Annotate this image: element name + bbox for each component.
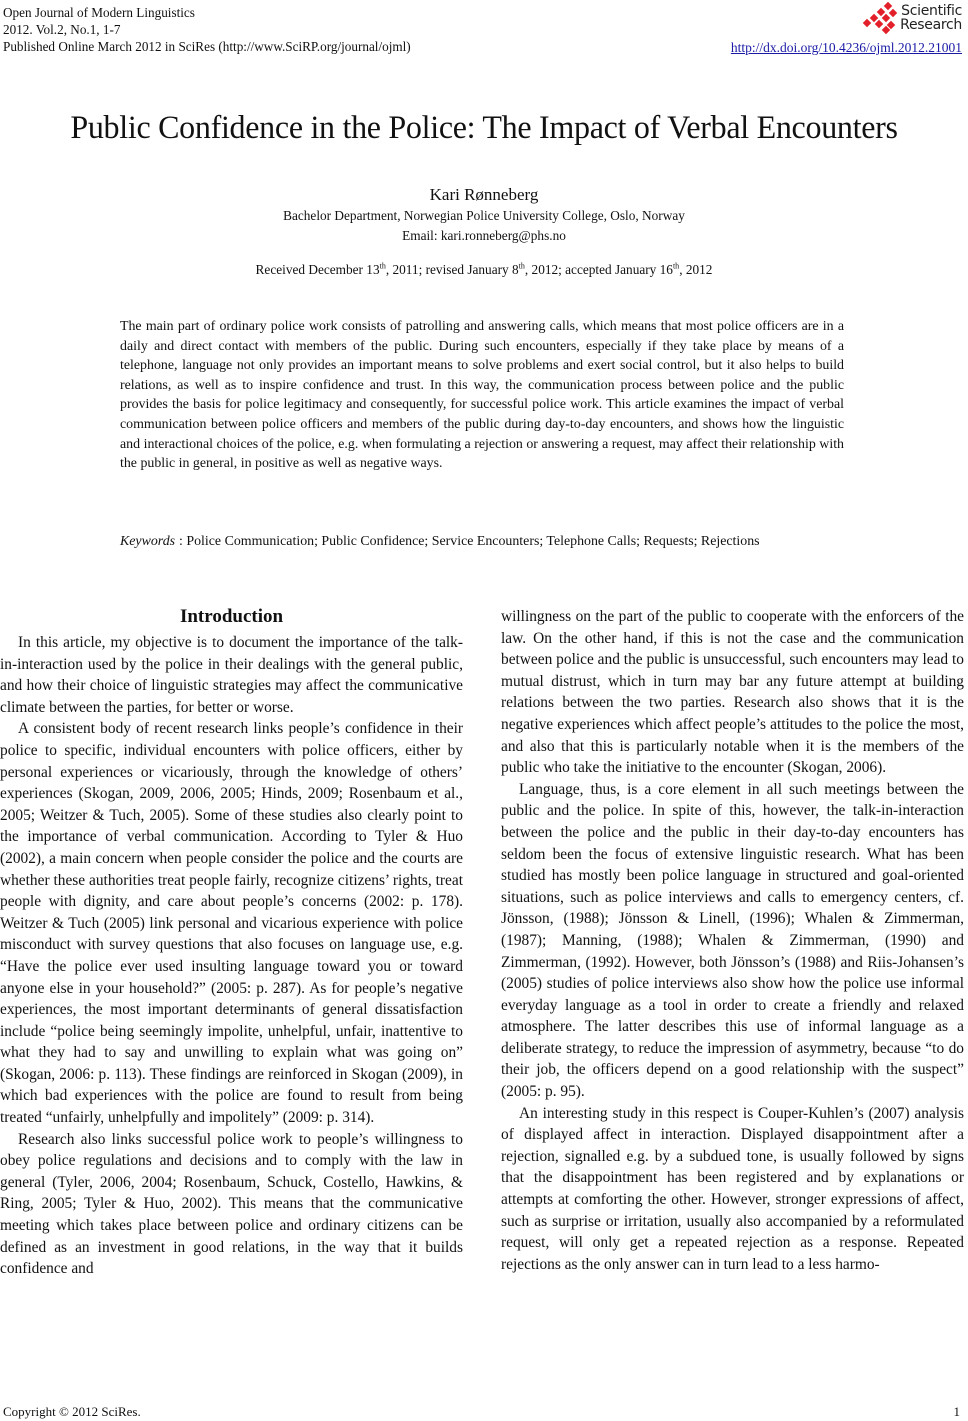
author-email: Email: kari.ronneberg@phs.no [402,228,566,243]
running-header [3,4,411,55]
body-paragraph: Research also links successful police work to people’s willingness to obey police regulations and decisions and to comply with the law in general (Tyler, 2006, 2004; Rosenbaum, Schuck, Costello, Hawkins, & Ring, 2005; Tyler & Huo, 2002). This means that the communicative meeting which takes place between police and ordinary citizens can be defined as an investment in good relations, in the way that it builds confidence and [0,1130,463,1278]
revised-text: , 2011; revised January 8 [385,262,519,277]
logo-wordmark [900,4,962,32]
ordinal-suffix: th [672,261,680,271]
accepted-text: , 2012; accepted January 16 [524,262,673,277]
publisher-logo [731,0,962,36]
author-affiliation: Bachelor Department, Norwegian Police University College, Oslo, Norway [283,208,685,223]
body-paragraph: A consistent body of recent research links people’s confidence in their police to specific, individual encounters with police officers, either by personal experiences or vicariously, through the knowledge of others’ experiences (Skogan, 2009, 2006, 2005; Hinds, 2009; Rosenbaum et al., 2005; Weitzer & Tuch, 2005). Some of these studies also clearly point to the importance of verbal communication. According to Tyler & Huo (2002), a main concern when people consider the police and the courts are whether these authorities treat people fairly, recognize citizens’ rights, treat people with dignity, and care about people’s concerns (2002: p. 178). Weitzer & Tuch (2005) link personal and vicarious experience with police misconduct with survey questions that also focuses on language use, e.g. “Have the police ever used insulting language toward you or toward anyone else in your household?” (2005: p. 287). As for people’s negative experiences, the most important determinants of general dissatisfaction include “police being seemingly impolite, unhelpful, unfair, inattentive to what they had to say and unwilling to explain what was going on” (Skogan, 2006: p. 113). These findings are reinforced in Skogan (2009), in which bad experiences with the police are found to result from being treated “unfairly, unhelpfully and impolitely” (2009: p. 314). [0,720,463,1127]
keywords-list: : Police Communication; Public Confidence; Service Encounters; Telephone Calls; Requests; Rejections [179,534,760,549]
section-heading-introduction: Introduction [179,606,284,627]
keywords [120,532,844,552]
journal-name: Open Journal of Modern Linguistics [3,5,195,20]
left-column [0,606,463,1280]
right-column [501,606,964,1275]
publication-info: Published Online March 2012 in SciRes (http://www.SciRP.org/journal/ojml) [3,39,411,54]
scientific-research-logo-icon [863,3,897,33]
body-paragraph: In this article, my objective is to document the importance of the talk-in-interaction used by the police in their dealings with the general public, and how their choice of linguistic strategies may affect the communicative climate between the parties, for better or worse. [0,634,463,716]
page-number: 1 [953,1404,960,1419]
body-paragraph: Language, thus, is a core element in all such meetings between the public and the police. In spite of this, however, the talk-in-interaction between the police and the public in their day-to-day encounters has seldom been the focus of extensive linguistic research. What has been studied has mostly been police language in structured and goal-oriented situations, such as police interviews and calls to emergency centers, cf. Jönsson, (1988); Jönsson & Linell, (1996); Whalen & Zimmerman, (1987); Manning, (1988); Whalen & Zimmerman, (1990) and Zimmerman, (1992). However, both Jönsson’s (1988) and Riis-Johansen’s (2005) studies of police interviews also show how the police use informal everyday language as a tool in order to create a friendly and relaxed atmosphere. The latter describes this use of informal language as a deliberate strategy, to reduce the impression of asymmetry, because “to do their job, the officers depend on a good relationship with the suspect” (2005: p. 95). [501,780,964,1101]
ordinal-suffix: th [518,261,525,271]
journal-volume: 2012. Vol.2, No.1, 1-7 [3,22,121,37]
publisher-block [731,0,962,56]
article-title: Public Confidence in the Police: The Impact of Verbal Encounters [70,110,898,146]
accepted-year: , 2012 [679,262,713,277]
keywords-label: Keywords [120,534,176,549]
body-paragraph: An interesting study in this respect is Couper-Kuhlen’s (2007) analysis of displayed affect in interaction. Displayed disappointment after a rejection, signalled e.g. by a subdued tone, is usually followed by signs that the disappointment has been registered and by explanations or attempts at comforting the other. However, stronger expressions of affect, such as surprise or irritation, usually also accompanied by a reformulated request, will only get a repeated rejection as a response. Repeated rejections as the only answer can in turn lead to a less harmo- [501,1104,964,1273]
received-dates [0,261,968,279]
logo-line-1: Scientific [901,3,962,19]
copyright-notice: Copyright © 2012 SciRes. [3,1404,141,1419]
abstract: The main part of ordinary police work consists of patrolling and answering calls, which means that most police officers are in a daily and direct contact with members of the public. During such encounters, especially if they take place by means of a telephone, language not only provides an important means to solve problems and exert social control, but it also helps to build relations, as well as to inspire confidence and trust. In this way, the communication process between police and the public provides the basis for police legitimacy and consequently, for successful police work. This article examines the impact of verbal communication between police officers and members of the public during day-to-day encounters, and shows how the linguistic and interactional choices of the police, e.g. when formulating a rejection or answering a request, may affect their relationship with the public in general, in positive as well as negative ways. [120,319,844,472]
ordinal-suffix: th [379,261,386,271]
doi-link[interactable]: http://dx.doi.org/10.4236/ojml.2012.21001 [730,40,962,55]
received-text: Received December 13 [255,262,380,277]
body-paragraph: willingness on the part of the public to cooperate with the enforcers of the law. On the other hand, if this is not the case and the communication between police and the public is unsuccessful, such encounters may lead to mutual distrust, which in turn may bar any future attempt at building relations between the two parties. Research also shows that it is the negative experiences which affect people’s attitudes to the police the most, and also that this is particularly notable when it is the members of the public who take the initiative to the encounter (Skogan, 2006). [501,608,964,777]
logo-line-2: Research [900,17,962,33]
author-name: Kari Rønneberg [429,185,539,204]
